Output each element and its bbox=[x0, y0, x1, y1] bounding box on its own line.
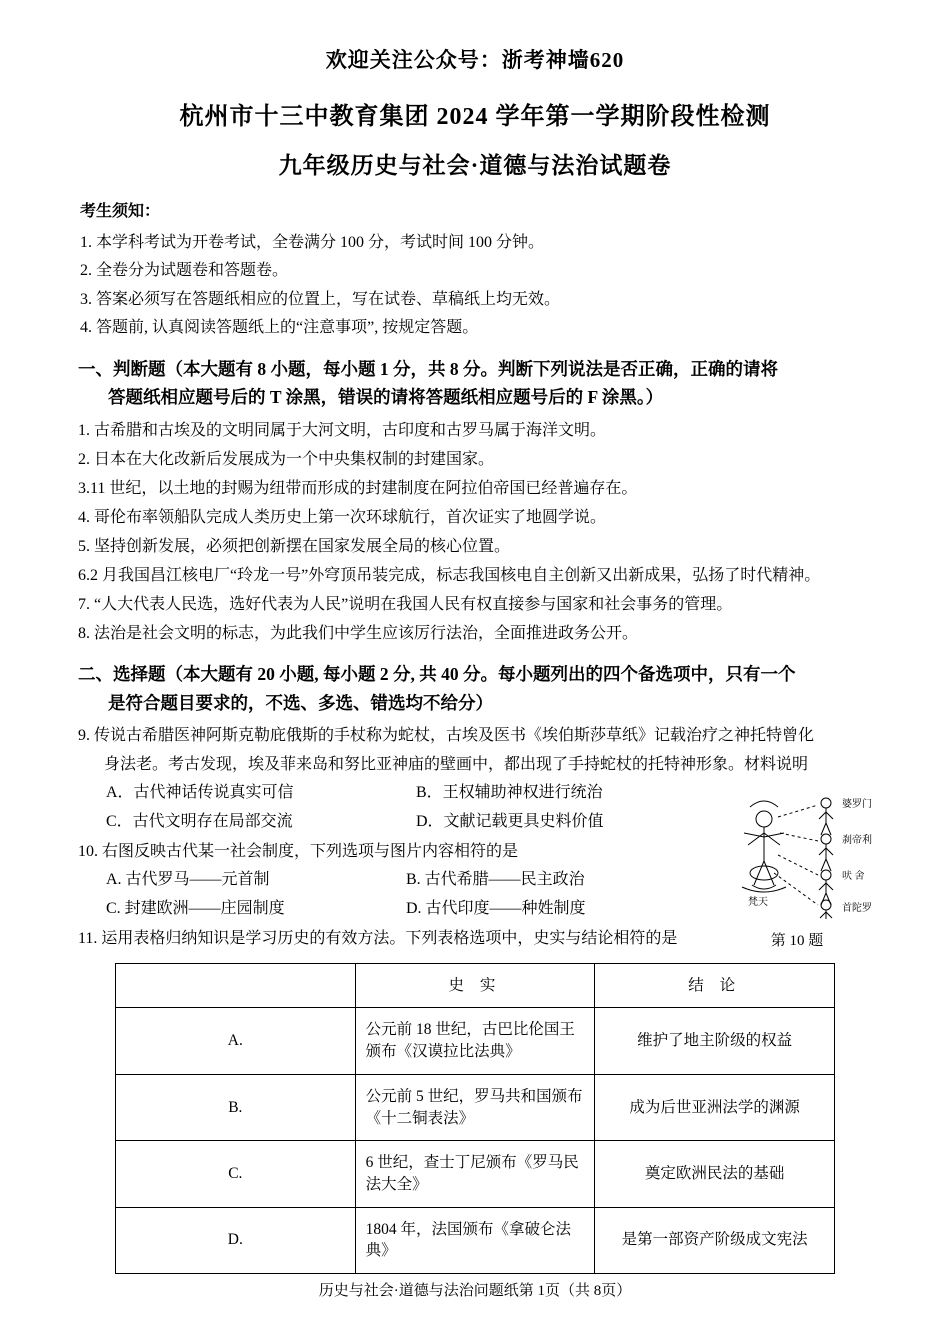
figure-label-kshatriya: 刹帝利 bbox=[842, 834, 872, 846]
table-cell-conclusion: 是第一部资产阶级成文宪法 bbox=[595, 1207, 835, 1273]
table-row[interactable] bbox=[116, 1008, 835, 1074]
judgement-question: 3.11 世纪，以土地的封赐为纽带而形成的封建制度在阿拉伯帝国已经普遍存在。 bbox=[78, 479, 638, 497]
table-cell-fact: 公元前 5 世纪，罗马共和国颁布《十二铜表法》 bbox=[355, 1074, 595, 1140]
section-2-heading-line2: 是符合题目要求的，不选、多选、错选均不给分） bbox=[108, 692, 493, 713]
notice-line: 2. 全卷分为试题卷和答题卷。 bbox=[80, 262, 289, 280]
table-header-label bbox=[116, 963, 356, 1008]
judgement-question: 6.2 月我国昌江核电厂“玲龙一号”外穹顶吊装完成，标志我国核电自主创新又出新成果，弘扬了时代精神。 bbox=[78, 567, 821, 585]
section-1-heading bbox=[78, 355, 872, 412]
notice-line: 4. 答题前, 认真阅读答题纸上的“注意事项”, 按规定答题。 bbox=[80, 319, 479, 337]
section-2-heading-line1: 二、选择题（本大题有 20 小题, 每小题 2 分, 共 40 分。每小题列出的四个备选项中，只有一个 bbox=[78, 664, 796, 685]
table-row[interactable] bbox=[116, 1074, 835, 1140]
table-cell-fact: 公元前 18 世纪，古巴比伦国王颁布《汉谟拉比法典》 bbox=[355, 1008, 595, 1074]
section-1-questions bbox=[78, 416, 872, 649]
question-11 bbox=[78, 924, 872, 1274]
table-row[interactable] bbox=[116, 1207, 835, 1273]
table-cell-label: A. bbox=[116, 1008, 356, 1074]
section-2-heading bbox=[78, 660, 872, 717]
notice-line: 1. 本学科考试为开卷考试，全卷满分 100 分，考试时间 100 分钟。 bbox=[80, 234, 545, 251]
question-9-option-d[interactable]: D．文献记载更具史料价值 bbox=[416, 813, 604, 831]
question-11-table bbox=[115, 963, 835, 1274]
judgement-question: 5. 坚持创新发展，必须把创新摆在国家发展全局的核心位置。 bbox=[78, 538, 511, 555]
table-row[interactable] bbox=[116, 1141, 835, 1207]
question-11-text: 11. 运用表格归纳知识是学习历史的有效方法。下列表格选项中，史实与结论相符的是 bbox=[78, 929, 678, 947]
section-1-heading-line1: 一、判断题（本大题有 8 小题，每小题 1 分，共 8 分。判断下列说法是否正确，正确的请将 bbox=[78, 358, 778, 379]
question-10-text: 10. 右图反映古代某一社会制度，下列选项与图片内容相符的是 bbox=[78, 842, 519, 860]
table-cell-conclusion: 维护了地主阶级的权益 bbox=[595, 1008, 835, 1074]
candidate-notice bbox=[78, 198, 872, 343]
table-cell-conclusion: 奠定欧洲民法的基础 bbox=[595, 1141, 835, 1207]
table-header-conclusion: 结 论 bbox=[595, 963, 835, 1008]
question-9-option-a[interactable]: A．古代神话传说真实可信 bbox=[106, 784, 294, 802]
section-1-heading-line2: 答题纸相应题号后的 T 涂黑，错误的请将答题纸相应题号后的 F 涂黑。） bbox=[108, 387, 664, 408]
table-header-fact: 史 实 bbox=[355, 963, 595, 1008]
judgement-question: 4. 哥伦布率领船队完成人类历史上第一次环球航行，首次证实了地圆学说。 bbox=[78, 508, 607, 526]
notice-heading: 考生须知： bbox=[80, 203, 161, 220]
table-cell-fact: 6 世纪，查士丁尼颁布《罗马民法大全》 bbox=[355, 1141, 595, 1207]
figure-label-shudra: 首陀罗 bbox=[842, 902, 872, 914]
paper-title-line2: 九年级历史与社会·道德与法治试题卷 bbox=[278, 153, 672, 178]
paper-title-line1: 杭州市十三中教育集团 2024 学年第一学期阶段性检测 bbox=[179, 104, 771, 130]
figure-label-vaishya: 吠 舍 bbox=[842, 870, 865, 882]
question-9-text-line2: 身法老。考古发现，埃及菲来岛和努比亚神庙的壁画中，都出现了手持蛇杖的托特神形象。材料说明 bbox=[104, 756, 809, 774]
question-10-option-c[interactable]: C. 封建欧洲——庄园制度 bbox=[106, 899, 285, 917]
table-cell-fact: 1804 年，法国颁布《拿破仑法典》 bbox=[355, 1207, 595, 1273]
notice-line: 3. 答案必须写在答题纸相应的位置上，写在试卷、草稿纸上均无效。 bbox=[80, 290, 561, 308]
question-9-text-line1: 9. 传说古希腊医神阿斯克勒庇俄斯的手杖称为蛇杖，古埃及医书《埃伯斯莎草纸》记载治疗之神托特曾化 bbox=[78, 727, 815, 745]
table-header-row bbox=[116, 963, 835, 1008]
judgement-question: 8. 法治是社会文明的标志，为此我们中学生应该厉行法治，全面推进政务公开。 bbox=[78, 625, 639, 643]
judgement-question: 2. 日本在大化改新后发展成为一个中央集权制的封建国家。 bbox=[78, 450, 495, 468]
judgement-question: 7. “人大代表人民选，选好代表为人民”说明在我国人民有权直接参与国家和社会事务的管理。 bbox=[78, 596, 733, 614]
page-footer: 历史与社会·道德与法治问题纸第 1页（共 8页） bbox=[318, 1283, 632, 1299]
table-cell-label: C. bbox=[116, 1141, 356, 1207]
question-10-option-b[interactable]: B. 古代希腊——民主政治 bbox=[406, 871, 585, 889]
question-9-option-c[interactable]: C．古代文明存在局部交流 bbox=[106, 813, 293, 831]
judgement-question: 1. 古希腊和古埃及的文明同属于大河文明，古印度和古罗马属于海洋文明。 bbox=[78, 421, 607, 439]
figure-label-brahma: 梵天 bbox=[748, 896, 768, 908]
figure-label-brahmin: 婆罗门 bbox=[842, 798, 872, 810]
question-10-option-a[interactable]: A. 古代罗马——元首制 bbox=[106, 871, 270, 889]
table-cell-conclusion: 成为后世亚洲法学的渊源 bbox=[595, 1074, 835, 1140]
table-cell-label: D. bbox=[116, 1207, 356, 1273]
wechat-banner: 欢迎关注公众号：浙考神墙620 bbox=[325, 48, 625, 72]
table-cell-label: B. bbox=[116, 1074, 356, 1140]
question-10-figure-caption: 第 10 题 bbox=[770, 932, 824, 949]
question-10-option-d[interactable]: D. 古代印度——种姓制度 bbox=[406, 899, 586, 917]
caste-system-illustration-icon bbox=[722, 777, 872, 927]
question-9-option-b[interactable]: B．王权辅助神权进行统治 bbox=[416, 784, 603, 802]
